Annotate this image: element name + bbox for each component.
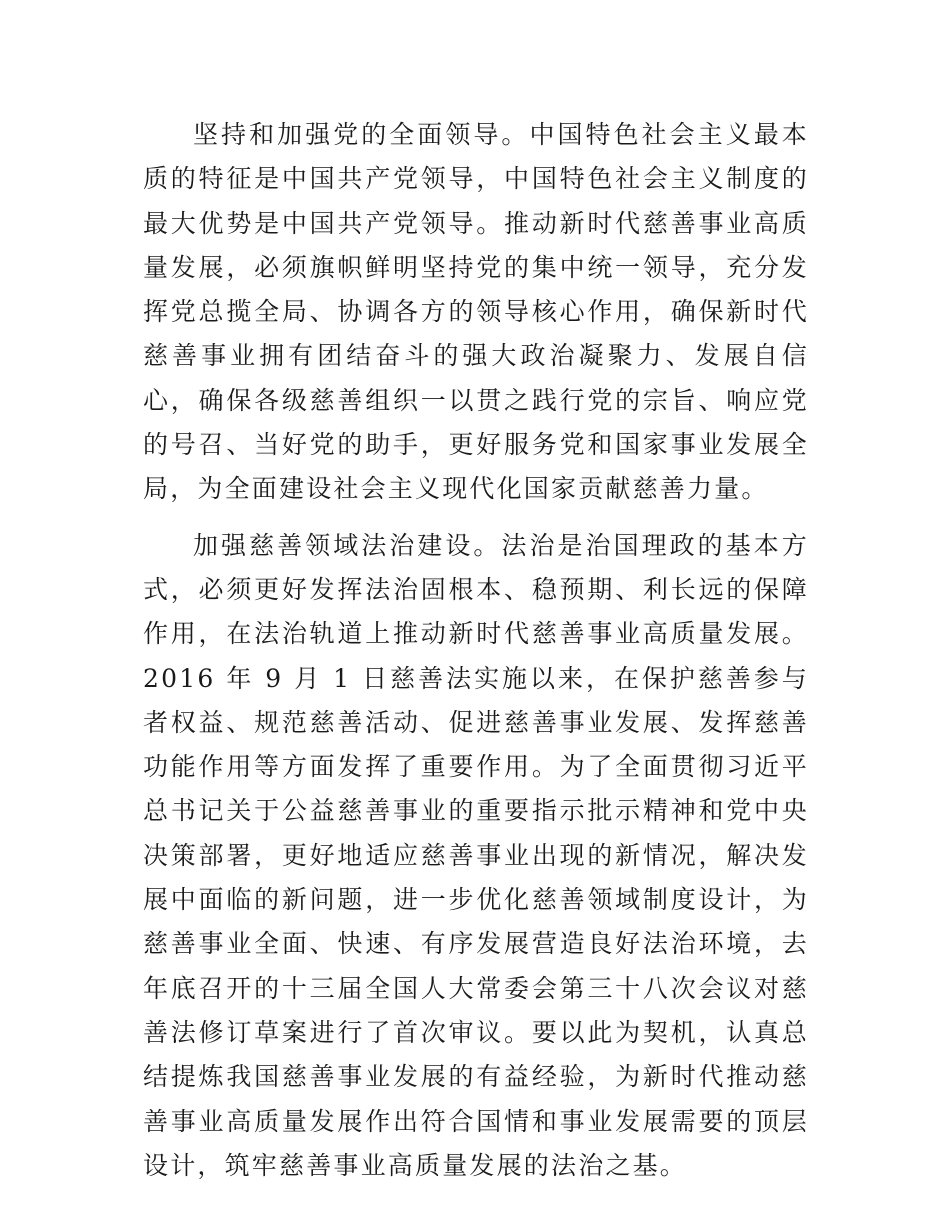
document-body [143,113,809,1188]
paragraph-rule-of-law: 加强慈善领域法治建设。法治是治国理政的基本方式，必须更好发挥法治固根本、稳预期、利长远的保障作用，在法治轨道上推动新时代慈善事业高质量发展。2016 年 9 月 1 日慈善法实施以来，在保护慈善参与者权益、规范慈善活动、促进慈善事业发展、发挥慈善功能作用等方面发挥了重要作用。为了全面贯彻习近平总书记关于公益慈善事业的重要指示批示精神和党中央决策部署，更好地适应慈善事业出现的新情况，解决发展中面临的新问题，进一步优化慈善领域制度设计，为慈善事业全面、快速、有序发展营造良好法治环境，去年底召开的十三届全国人大常委会第三十八次会议对慈善法修订草案进行了首次审议。要以此为契机，认真总结提炼我国慈善事业发展的有益经验，为新时代推动慈善事业高质量发展作出符合国情和事业发展需要的顶层设计，筑牢慈善事业高质量发展的法治之基。 [143,530,809,1180]
paragraph-party-leadership: 坚持和加强党的全面领导。中国特色社会主义最本质的特征是中国共产党领导，中国特色社会主义制度的最大优势是中国共产党领导。推动新时代慈善事业高质量发展，必须旗帜鲜明坚持党的集中统一领导，充分发挥党总揽全局、协调各方的领导核心作用，确保新时代慈善事业拥有团结奋斗的强大政治凝聚力、发展自信心，确保各级慈善组织一以贯之践行党的宗旨、响应党的号召、当好党的助手，更好服务党和国家事业发展全局，为全面建设社会主义现代化国家贡献慈善力量。 [143,120,809,504]
